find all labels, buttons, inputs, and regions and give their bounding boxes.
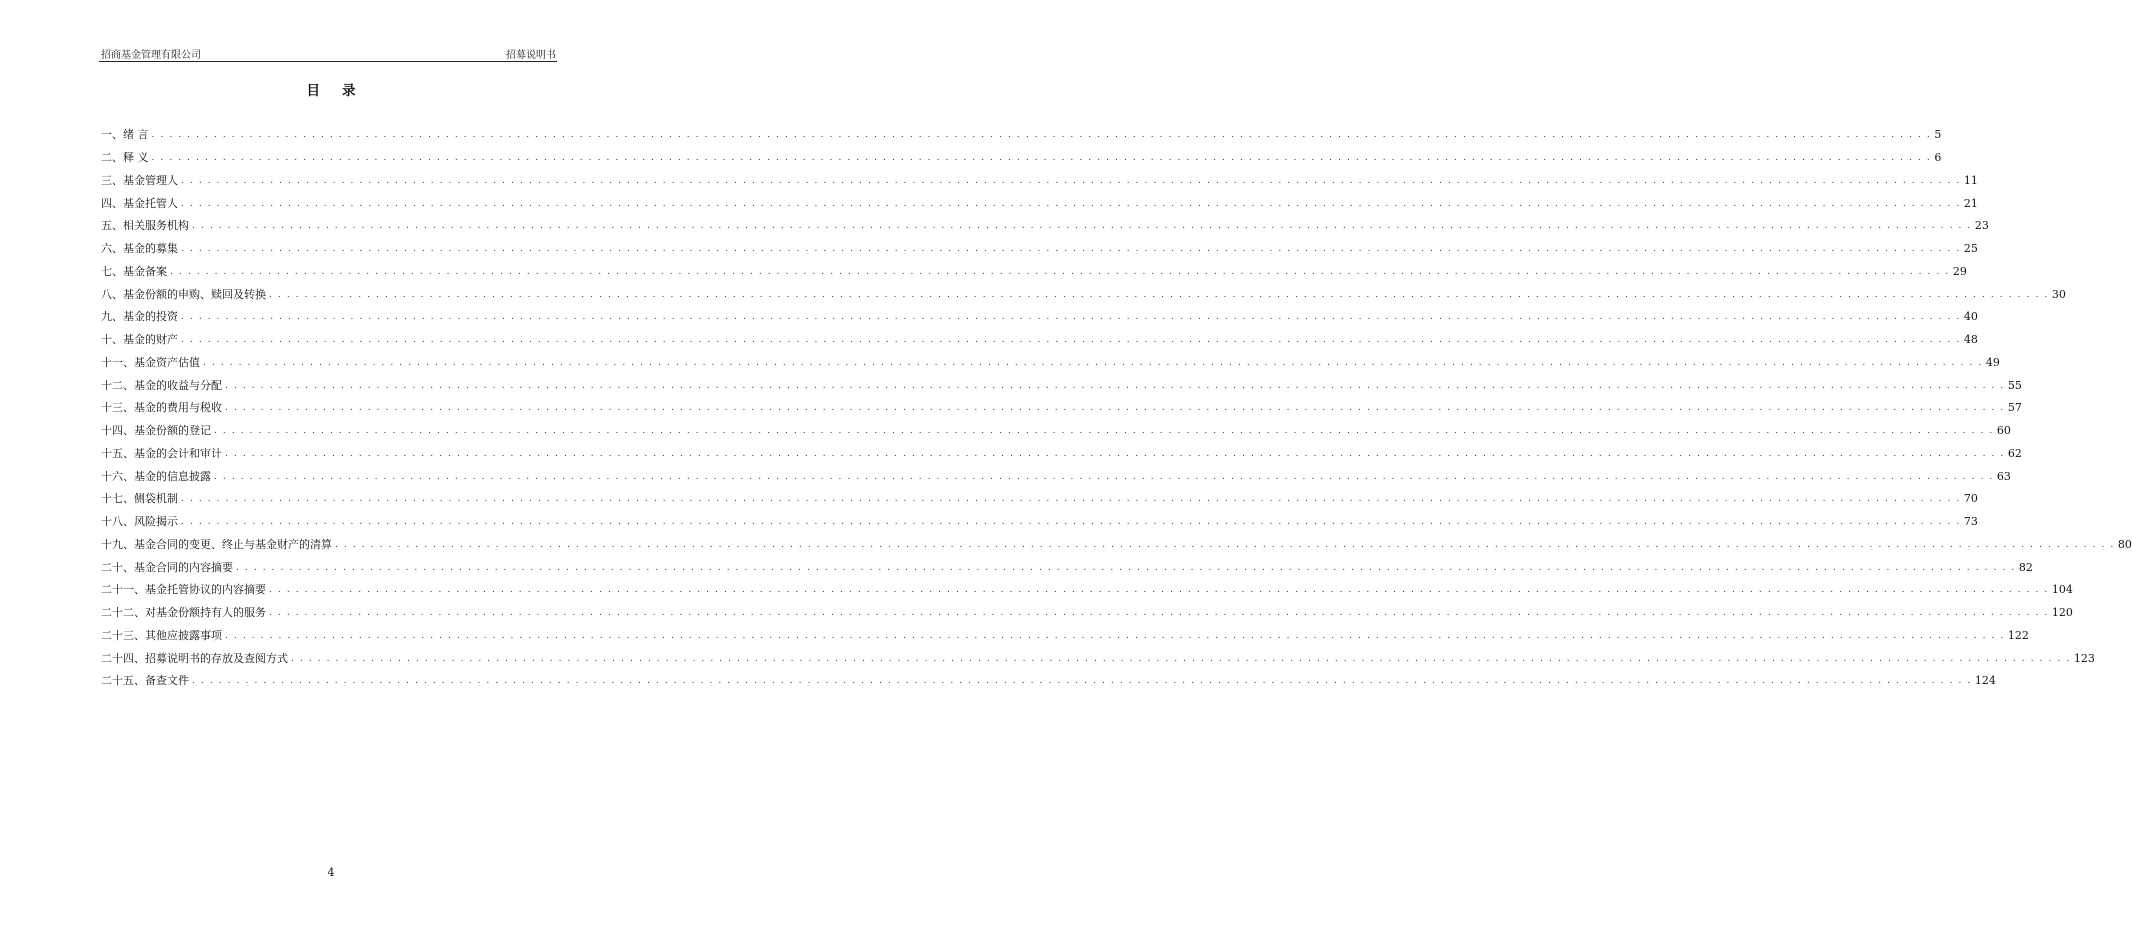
toc-entry-label: 八、基金份额的申购、赎回及转换 (101, 287, 266, 301)
toc-entry-label: 十三、基金的费用与税收 (101, 401, 222, 415)
toc-dot-leader: . . . . . . . . . . . . . . . . . . . . . . . . . . . . . . . . . . . . . . . . . . . . . . . . . . . . . . . . . . . . . . . . . . . . . . . . . . . . . . . . . . . . . . . . . . . . . . . . . . . . . . . . . . . . . . . . . . . . . . . . . . . . . . . . . . . . . . . . . . . . . . . . . . . . . . . . . . . . . . . . . . . . . . . . . . . . . . . . . . . . . . . . . . . . . . . . . . . . . . . . (214, 426, 1994, 437)
toc-entry-page: 25 (1963, 242, 1978, 256)
toc-entry-label: 十六、基金的信息披露 (101, 469, 211, 483)
toc-entry[interactable] (101, 283, 2066, 306)
toc-entry[interactable] (101, 397, 2022, 420)
toc-entry-label: 二十、基金合同的内容摘要 (101, 560, 233, 574)
toc-dot-leader: . . . . . . . . . . . . . . . . . . . . . . . . . . . . . . . . . . . . . . . . . . . . . . . . . . . . . . . . . . . . . . . . . . . . . . . . . . . . . . . . . . . . . . . . . . . . . . . . . . . . . . . . . . . . . . . . . . . . . . . . . . . . . . . . . . . . . . . . . . . . . . . . . . . . . . . . . . . . . . . . . . . . . . . . . . . . . . . . . . . . . . . . . . . . . . . . . . . . . . . . (203, 357, 1983, 368)
toc-entry-label: 二、释 义 (101, 151, 149, 165)
toc-entry-page: 82 (2018, 560, 2033, 574)
toc-entry-label: 十、基金的财产 (101, 333, 178, 347)
toc-entry-label: 十九、基金合同的变更、终止与基金财产的清算 (101, 537, 332, 551)
toc-entry-label: 十五、基金的会计和审计 (101, 446, 222, 460)
toc-entry-label: 十八、风险揭示 (101, 515, 178, 529)
toc-entry[interactable] (101, 215, 1989, 238)
toc-entry-page: 23 (1974, 219, 1989, 233)
toc-entry-label: 七、基金备案 (101, 264, 167, 278)
toc-entry-label: 四、基金托管人 (101, 196, 178, 210)
toc-dot-leader: . . . . . . . . . . . . . . . . . . . . . . . . . . . . . . . . . . . . . . . . . . . . . . . . . . . . . . . . . . . . . . . . . . . . . . . . . . . . . . . . . . . . . . . . . . . . . . . . . . . . . . . . . . . . . . . . . . . . . . . . . . . . . . . . . . . . . . . . . . . . . . . . . . . . . . . . . . . . . . . . . . . . . . . . . . . . . . . . . . . . . . . . . . . . . . . . . . . . . . . . (269, 289, 2049, 300)
toc-entry[interactable] (101, 556, 2033, 579)
toc-dot-leader: . . . . . . . . . . . . . . . . . . . . . . . . . . . . . . . . . . . . . . . . . . . . . . . . . . . . . . . . . . . . . . . . . . . . . . . . . . . . . . . . . . . . . . . . . . . . . . . . . . . . . . . . . . . . . . . . . . . . . . . . . . . . . . . . . . . . . . . . . . . . . . . . . . . . . . . . . . . . . . . . . . . . . . . . . . . . . . . . . . . . . . . . . . . . . . . . . . . . . . . . (335, 539, 2115, 550)
document-type: 招募说明书 (506, 50, 556, 61)
toc-entry-page: 40 (1963, 310, 1978, 324)
toc-entry[interactable] (101, 170, 1978, 193)
toc-entry-label: 五、相关服务机构 (101, 219, 189, 233)
toc-entry[interactable] (101, 534, 2132, 557)
toc-entry-page: 48 (1963, 333, 1978, 347)
toc-entry-label: 三、基金管理人 (101, 173, 178, 187)
toc-entry[interactable] (101, 602, 2073, 625)
toc-entry-label: 二十四、招募说明书的存放及查阅方式 (101, 651, 288, 665)
toc-dot-leader: . . . . . . . . . . . . . . . . . . . . . . . . . . . . . . . . . . . . . . . . . . . . . . . . . . . . . . . . . . . . . . . . . . . . . . . . . . . . . . . . . . . . . . . . . . . . . . . . . . . . . . . . . . . . . . . . . . . . . . . . . . . . . . . . . . . . . . . . . . . . . . . . . . . . . . . . . . . . . . . . . . . . . . . . . . . . . . . . . . . . . . . . . . . . . . . . . . . . . . . . (225, 448, 2005, 459)
toc-entry[interactable] (101, 147, 1942, 170)
toc-entry-label: 十二、基金的收益与分配 (101, 378, 222, 392)
toc-entry-label: 二十三、其他应披露事项 (101, 628, 222, 642)
toc-entry[interactable] (101, 329, 1978, 352)
toc-entry[interactable] (101, 374, 2022, 397)
toc-entry-page: 80 (2117, 537, 2132, 551)
toc-entry-page: 120 (2051, 606, 2073, 620)
toc-entry[interactable] (101, 261, 1967, 284)
toc-entry-page: 70 (1963, 492, 1978, 506)
toc-entry-page: 21 (1963, 196, 1978, 210)
company-name: 招商基金管理有限公司 (101, 50, 201, 61)
toc-entry-label: 十一、基金资产估值 (101, 355, 200, 369)
toc-entry-page: 63 (1996, 469, 2011, 483)
toc-entry-page: 6 (1934, 151, 1942, 165)
toc-dot-leader: . . . . . . . . . . . . . . . . . . . . . . . . . . . . . . . . . . . . . . . . . . . . . . . . . . . . . . . . . . . . . . . . . . . . . . . . . . . . . . . . . . . . . . . . . . . . . . . . . . . . . . . . . . . . . . . . . . . . . . . . . . . . . . . . . . . . . . . . . . . . . . . . . . . . . . . . . . . . . . . . . . . . . . . . . . . . . . . . . . . . . . . . . . . . . . . . . . . . . . . . (192, 676, 1972, 687)
toc-dot-leader: . . . . . . . . . . . . . . . . . . . . . . . . . . . . . . . . . . . . . . . . . . . . . . . . . . . . . . . . . . . . . . . . . . . . . . . . . . . . . . . . . . . . . . . . . . . . . . . . . . . . . . . . . . . . . . . . . . . . . . . . . . . . . . . . . . . . . . . . . . . . . . . . . . . . . . . . . . . . . . . . . . . . . . . . . . . . . . . . . . . . . . . . . . . . . . . . . . . . . . . . (181, 312, 1961, 323)
toc-dot-leader: . . . . . . . . . . . . . . . . . . . . . . . . . . . . . . . . . . . . . . . . . . . . . . . . . . . . . . . . . . . . . . . . . . . . . . . . . . . . . . . . . . . . . . . . . . . . . . . . . . . . . . . . . . . . . . . . . . . . . . . . . . . . . . . . . . . . . . . . . . . . . . . . . . . . . . . . . . . . . . . . . . . . . . . . . . . . . . . . . . . . . . . . . . . . . . . . . . . . . . . . (181, 335, 1961, 346)
page-number: 4 (327, 866, 335, 879)
toc-entry-label: 二十五、备查文件 (101, 674, 189, 688)
toc-title: 目录 (306, 83, 378, 99)
toc-entry-page: 73 (1963, 515, 1978, 529)
toc-dot-leader: . . . . . . . . . . . . . . . . . . . . . . . . . . . . . . . . . . . . . . . . . . . . . . . . . . . . . . . . . . . . . . . . . . . . . . . . . . . . . . . . . . . . . . . . . . . . . . . . . . . . . . . . . . . . . . . . . . . . . . . . . . . . . . . . . . . . . . . . . . . . . . . . . . . . . . . . . . . . . . . . . . . . . . . . . . . . . . . . . . . . . . . . . . . . . . . . . . . . . . . . (214, 471, 1994, 482)
toc-entry-label: 六、基金的募集 (101, 242, 178, 256)
toc-entry[interactable] (101, 443, 2022, 466)
toc-dot-leader: . . . . . . . . . . . . . . . . . . . . . . . . . . . . . . . . . . . . . . . . . . . . . . . . . . . . . . . . . . . . . . . . . . . . . . . . . . . . . . . . . . . . . . . . . . . . . . . . . . . . . . . . . . . . . . . . . . . . . . . . . . . . . . . . . . . . . . . . . . . . . . . . . . . . . . . . . . . . . . . . . . . . . . . . . . . . . . . . . . . . . . . . . . . . . . . . . . . . . . . . (192, 221, 1972, 232)
toc-entry[interactable] (101, 511, 1978, 534)
toc-entry-page: 49 (1985, 355, 2000, 369)
toc-dot-leader: . . . . . . . . . . . . . . . . . . . . . . . . . . . . . . . . . . . . . . . . . . . . . . . . . . . . . . . . . . . . . . . . . . . . . . . . . . . . . . . . . . . . . . . . . . . . . . . . . . . . . . . . . . . . . . . . . . . . . . . . . . . . . . . . . . . . . . . . . . . . . . . . . . . . . . . . . . . . . . . . . . . . . . . . . . . . . . . . . . . . . . . . . . . . . . . . . . . . . . . . (225, 630, 2005, 641)
toc-entry[interactable] (101, 488, 1978, 511)
toc-entry[interactable] (101, 465, 2011, 488)
toc-entry[interactable] (101, 625, 2029, 648)
toc-entry-page: 122 (2007, 628, 2029, 642)
toc-entry-page: 30 (2051, 287, 2066, 301)
toc-entry[interactable] (101, 352, 2000, 375)
toc-dot-leader: . . . . . . . . . . . . . . . . . . . . . . . . . . . . . . . . . . . . . . . . . . . . . . . . . . . . . . . . . . . . . . . . . . . . . . . . . . . . . . . . . . . . . . . . . . . . . . . . . . . . . . . . . . . . . . . . . . . . . . . . . . . . . . . . . . . . . . . . . . . . . . . . . . . . . . . . . . . . . . . . . . . . . . . . . . . . . . . . . . . . . . . . . . . . . . . . . . . . . . . . (151, 153, 1932, 164)
header-divider (99, 61, 557, 62)
table-of-contents (101, 124, 2132, 693)
toc-entry-page: 123 (2073, 651, 2095, 665)
toc-entry[interactable] (101, 647, 2095, 670)
toc-entry-page: 11 (1963, 173, 1978, 187)
toc-entry-page: 60 (1996, 424, 2011, 438)
toc-dot-leader: . . . . . . . . . . . . . . . . . . . . . . . . . . . . . . . . . . . . . . . . . . . . . . . . . . . . . . . . . . . . . . . . . . . . . . . . . . . . . . . . . . . . . . . . . . . . . . . . . . . . . . . . . . . . . . . . . . . . . . . . . . . . . . . . . . . . . . . . . . . . . . . . . . . . . . . . . . . . . . . . . . . . . . . . . . . . . . . . . . . . . . . . . . . . . . . . . . . . . . . . (170, 266, 1950, 277)
toc-dot-leader: . . . . . . . . . . . . . . . . . . . . . . . . . . . . . . . . . . . . . . . . . . . . . . . . . . . . . . . . . . . . . . . . . . . . . . . . . . . . . . . . . . . . . . . . . . . . . . . . . . . . . . . . . . . . . . . . . . . . . . . . . . . . . . . . . . . . . . . . . . . . . . . . . . . . . . . . . . . . . . . . . . . . . . . . . . . . . . . . . . . . . . . . . . . . . . . . . . . . . . . . (236, 562, 2016, 573)
toc-entry-page: 124 (1974, 674, 1996, 688)
toc-dot-leader: . . . . . . . . . . . . . . . . . . . . . . . . . . . . . . . . . . . . . . . . . . . . . . . . . . . . . . . . . . . . . . . . . . . . . . . . . . . . . . . . . . . . . . . . . . . . . . . . . . . . . . . . . . . . . . . . . . . . . . . . . . . . . . . . . . . . . . . . . . . . . . . . . . . . . . . . . . . . . . . . . . . . . . . . . . . . . . . . . . . . . . . . . . . . . . . . . . . . . . . . (181, 198, 1961, 209)
toc-entry-label: 十四、基金份额的登记 (101, 424, 211, 438)
toc-entry[interactable] (101, 579, 2073, 602)
toc-entry[interactable] (101, 238, 1978, 261)
toc-entry[interactable] (101, 124, 1942, 147)
toc-dot-leader: . . . . . . . . . . . . . . . . . . . . . . . . . . . . . . . . . . . . . . . . . . . . . . . . . . . . . . . . . . . . . . . . . . . . . . . . . . . . . . . . . . . . . . . . . . . . . . . . . . . . . . . . . . . . . . . . . . . . . . . . . . . . . . . . . . . . . . . . . . . . . . . . . . . . . . . . . . . . . . . . . . . . . . . . . . . . . . . . . . . . . . . . . . . . . . . . . . . . . . . . (151, 130, 1932, 141)
toc-entry-label: 二十一、基金托管协议的内容摘要 (101, 583, 266, 597)
toc-entry-page: 29 (1952, 264, 1967, 278)
page-header (101, 46, 556, 62)
toc-dot-leader: . . . . . . . . . . . . . . . . . . . . . . . . . . . . . . . . . . . . . . . . . . . . . . . . . . . . . . . . . . . . . . . . . . . . . . . . . . . . . . . . . . . . . . . . . . . . . . . . . . . . . . . . . . . . . . . . . . . . . . . . . . . . . . . . . . . . . . . . . . . . . . . . . . . . . . . . . . . . . . . . . . . . . . . . . . . . . . . . . . . . . . . . . . . . . . . . . . . . . . . . (181, 244, 1961, 255)
toc-dot-leader: . . . . . . . . . . . . . . . . . . . . . . . . . . . . . . . . . . . . . . . . . . . . . . . . . . . . . . . . . . . . . . . . . . . . . . . . . . . . . . . . . . . . . . . . . . . . . . . . . . . . . . . . . . . . . . . . . . . . . . . . . . . . . . . . . . . . . . . . . . . . . . . . . . . . . . . . . . . . . . . . . . . . . . . . . . . . . . . . . . . . . . . . . . . . . . . . . . . . . . . . (269, 585, 2049, 596)
toc-entry-page: 57 (2007, 401, 2022, 415)
toc-dot-leader: . . . . . . . . . . . . . . . . . . . . . . . . . . . . . . . . . . . . . . . . . . . . . . . . . . . . . . . . . . . . . . . . . . . . . . . . . . . . . . . . . . . . . . . . . . . . . . . . . . . . . . . . . . . . . . . . . . . . . . . . . . . . . . . . . . . . . . . . . . . . . . . . . . . . . . . . . . . . . . . . . . . . . . . . . . . . . . . . . . . . . . . . . . . . . . . . . . . . . . . . (291, 653, 2071, 664)
toc-entry[interactable] (101, 670, 1996, 693)
toc-entry[interactable] (101, 192, 1978, 215)
toc-dot-leader: . . . . . . . . . . . . . . . . . . . . . . . . . . . . . . . . . . . . . . . . . . . . . . . . . . . . . . . . . . . . . . . . . . . . . . . . . . . . . . . . . . . . . . . . . . . . . . . . . . . . . . . . . . . . . . . . . . . . . . . . . . . . . . . . . . . . . . . . . . . . . . . . . . . . . . . . . . . . . . . . . . . . . . . . . . . . . . . . . . . . . . . . . . . . . . . . . . . . . . . . (269, 608, 2049, 619)
toc-entry-label: 二十二、对基金份额持有人的服务 (101, 606, 266, 620)
toc-entry-page: 5 (1934, 128, 1942, 142)
toc-dot-leader: . . . . . . . . . . . . . . . . . . . . . . . . . . . . . . . . . . . . . . . . . . . . . . . . . . . . . . . . . . . . . . . . . . . . . . . . . . . . . . . . . . . . . . . . . . . . . . . . . . . . . . . . . . . . . . . . . . . . . . . . . . . . . . . . . . . . . . . . . . . . . . . . . . . . . . . . . . . . . . . . . . . . . . . . . . . . . . . . . . . . . . . . . . . . . . . . . . . . . . . . (225, 403, 2005, 414)
toc-dot-leader: . . . . . . . . . . . . . . . . . . . . . . . . . . . . . . . . . . . . . . . . . . . . . . . . . . . . . . . . . . . . . . . . . . . . . . . . . . . . . . . . . . . . . . . . . . . . . . . . . . . . . . . . . . . . . . . . . . . . . . . . . . . . . . . . . . . . . . . . . . . . . . . . . . . . . . . . . . . . . . . . . . . . . . . . . . . . . . . . . . . . . . . . . . . . . . . . . . . . . . . . (181, 517, 1961, 528)
toc-dot-leader: . . . . . . . . . . . . . . . . . . . . . . . . . . . . . . . . . . . . . . . . . . . . . . . . . . . . . . . . . . . . . . . . . . . . . . . . . . . . . . . . . . . . . . . . . . . . . . . . . . . . . . . . . . . . . . . . . . . . . . . . . . . . . . . . . . . . . . . . . . . . . . . . . . . . . . . . . . . . . . . . . . . . . . . . . . . . . . . . . . . . . . . . . . . . . . . . . . . . . . . . (225, 380, 2005, 391)
toc-entry[interactable] (101, 420, 2011, 443)
toc-dot-leader: . . . . . . . . . . . . . . . . . . . . . . . . . . . . . . . . . . . . . . . . . . . . . . . . . . . . . . . . . . . . . . . . . . . . . . . . . . . . . . . . . . . . . . . . . . . . . . . . . . . . . . . . . . . . . . . . . . . . . . . . . . . . . . . . . . . . . . . . . . . . . . . . . . . . . . . . . . . . . . . . . . . . . . . . . . . . . . . . . . . . . . . . . . . . . . . . . . . . . . . . (181, 175, 1961, 186)
toc-entry-label: 九、基金的投资 (101, 310, 178, 324)
toc-entry-label: 十七、侧袋机制 (101, 492, 178, 506)
toc-entry-page: 104 (2051, 583, 2073, 597)
toc-entry-page: 55 (2007, 378, 2022, 392)
toc-entry-page: 62 (2007, 446, 2022, 460)
toc-entry[interactable] (101, 306, 1978, 329)
toc-dot-leader: . . . . . . . . . . . . . . . . . . . . . . . . . . . . . . . . . . . . . . . . . . . . . . . . . . . . . . . . . . . . . . . . . . . . . . . . . . . . . . . . . . . . . . . . . . . . . . . . . . . . . . . . . . . . . . . . . . . . . . . . . . . . . . . . . . . . . . . . . . . . . . . . . . . . . . . . . . . . . . . . . . . . . . . . . . . . . . . . . . . . . . . . . . . . . . . . . . . . . . . . (181, 494, 1961, 505)
toc-entry-label: 一、绪 言 (101, 128, 149, 142)
